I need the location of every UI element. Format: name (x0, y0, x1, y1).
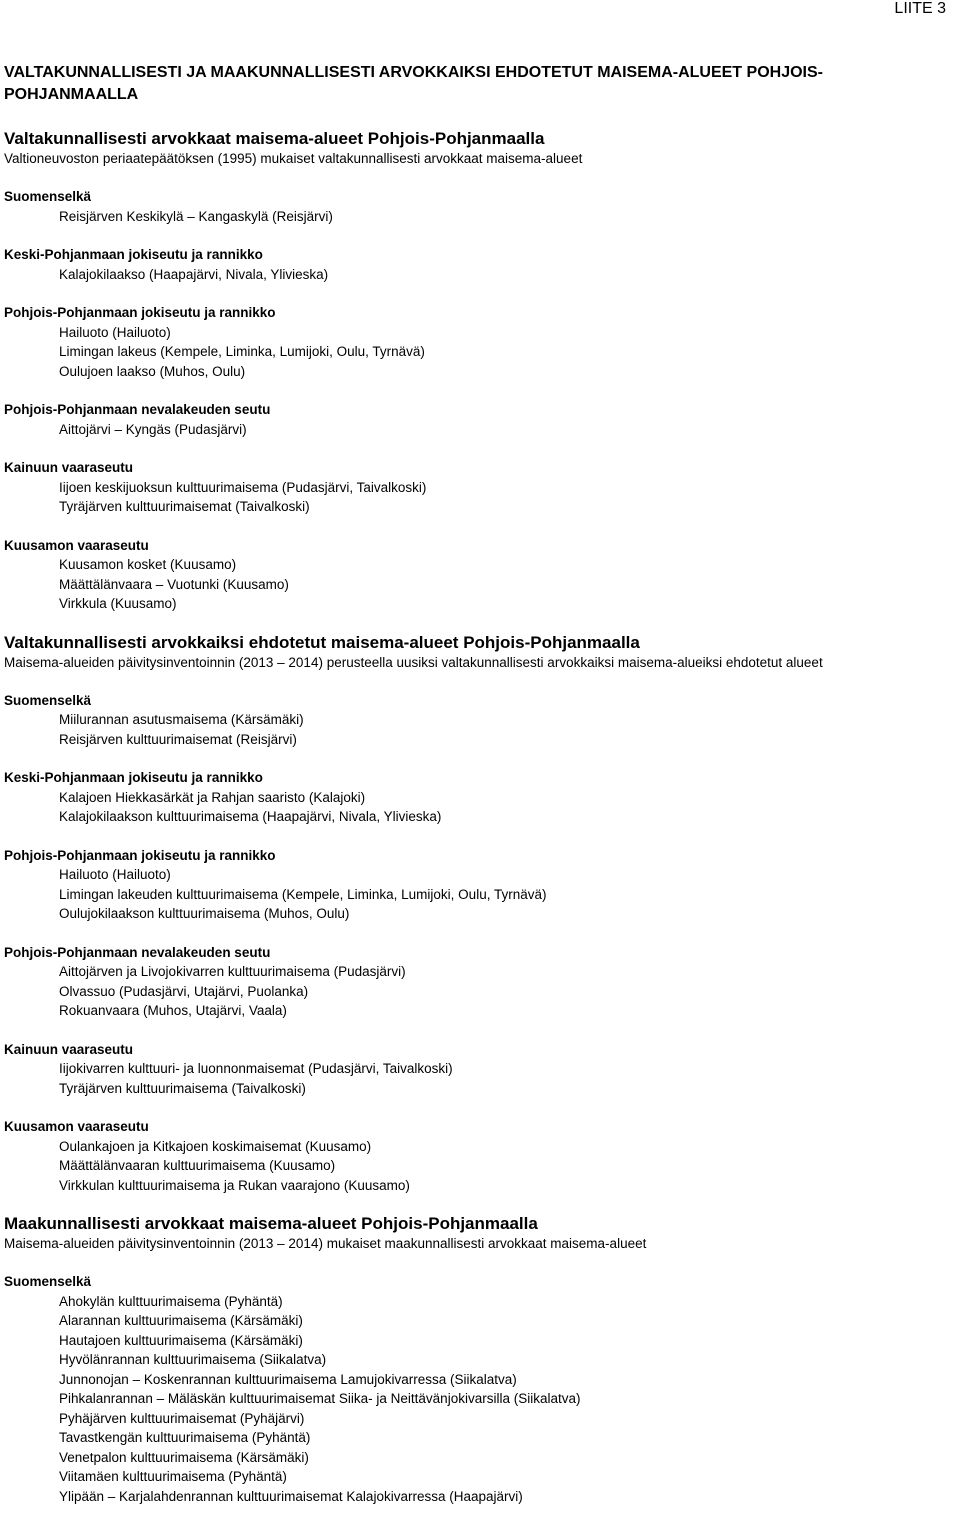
landscape-area-item: Aittojärven ja Livojokivarren kulttuurimaisema (Pudasjärvi) (59, 964, 406, 979)
region-group (4, 458, 954, 517)
region-group (4, 536, 954, 614)
landscape-area-item: Rokuanvaara (Muhos, Utajärvi, Vaala) (59, 1003, 287, 1018)
landscape-area-item: Iijoen keskijuoksun kulttuurimaisema (Pudasjärvi, Taivalkoski) (59, 479, 427, 495)
landscape-area-item: Kalajoen Hiekkasärkät ja Rahjan saaristo (Kalajoki) (59, 789, 366, 805)
region-group (4, 846, 954, 924)
region-title: Keski-Pohjanmaan jokiseutu ja rannikko (4, 770, 263, 785)
landscape-area-list (4, 710, 954, 749)
section-title: Maakunnallisesti arvokkaat maisema-alueet Pohjois-Pohjanmaalla (4, 1214, 538, 1233)
region-title: Kuusamon vaaraseutu (4, 537, 149, 553)
landscape-area-item: Ahokylän kulttuurimaisema (Pyhäntä) (59, 1293, 283, 1309)
region-title: Suomenselkä (4, 189, 92, 204)
landscape-area-item: Ylipään – Karjalahdenrannan kulttuurimaisemat Kalajokivarressa (Haapajärvi) (59, 1488, 523, 1504)
region-title: Suomenselkä (4, 692, 92, 708)
landscape-area-item: Olvassuo (Pudasjärvi, Utajärvi, Puolanka) (59, 983, 309, 999)
region-title: Pohjois-Pohjanmaan jokiseutu ja rannikko (4, 847, 276, 863)
region-group (4, 768, 954, 827)
landscape-area-item: Virkkulan kulttuurimaisema ja Rukan vaarajono (Kuusamo) (59, 1177, 410, 1193)
landscape-area-item: Virkkula (Kuusamo) (59, 596, 177, 611)
landscape-area-item: Kalajokilaakso (Haapajärvi, Nivala, Ylivieska) (59, 266, 329, 282)
region-group (4, 1272, 954, 1506)
region-group (4, 187, 954, 226)
landscape-area-list (4, 962, 954, 1021)
landscape-area-list (4, 1137, 954, 1196)
region-title: Suomenselkä (4, 1274, 92, 1289)
landscape-area-item: Alarannan kulttuurimaisema (Kärsämäki) (59, 1313, 303, 1328)
landscape-area-item: Junnonojan – Koskenrannan kulttuurimaisema Lamujokivarressa (Siikalatva) (59, 1371, 517, 1387)
landscape-area-item: Oulujoen laakso (Muhos, Oulu) (59, 363, 246, 379)
landscape-area-list (4, 1292, 954, 1507)
landscape-area-list (4, 420, 954, 440)
region-title: Kuusamon vaaraseutu (4, 1119, 149, 1134)
landscape-area-list (4, 478, 954, 517)
landscape-area-item: Kuusamon kosket (Kuusamo) (59, 557, 237, 572)
region-group (4, 691, 954, 750)
landscape-area-list (4, 788, 954, 827)
region-group (4, 400, 954, 439)
region-group (4, 245, 954, 284)
landscape-area-item: Limingan lakeuden kulttuurimaisema (Kempele, Liminka, Lumijoki, Oulu, Tyrnävä) (59, 886, 547, 902)
section (4, 632, 954, 1196)
region-title: Kainuun vaaraseutu (4, 460, 134, 475)
document-title: VALTAKUNNALLISESTI JA MAAKUNNALLISESTI ARVOKKAIKSI EHDOTETUT MAISEMA-ALUEET POHJOIS-POHJANMAALLA (4, 64, 823, 103)
section (4, 128, 954, 614)
landscape-area-item: Pihkalanrannan – Mäläskän kulttuurimaisemat Siika- ja Neittävänjokivarsilla (Siikalatva) (59, 1391, 581, 1406)
landscape-area-list (4, 207, 954, 227)
landscape-area-item: Tavastkengän kulttuurimaisema (Pyhäntä) (59, 1430, 311, 1445)
document-body (4, 62, 954, 1506)
landscape-area-item: Oulankajoen ja Kitkajoen koskimaisemat (Kuusamo) (59, 1138, 372, 1154)
landscape-area-item: Aittojärvi – Kyngäs (Pudasjärvi) (59, 421, 247, 437)
landscape-area-item: Määttälänvaaran kulttuurimaisema (Kuusamo) (59, 1158, 336, 1173)
region-group (4, 1117, 954, 1195)
section-title: Valtakunnallisesti arvokkaiksi ehdotetut maisema-alueet Pohjois-Pohjanmaalla (4, 632, 640, 652)
section-subtitle: Valtioneuvoston periaatepäätöksen (1995) mukaiset valtakunnallisesti arvokkaat maisema-alueet (4, 151, 583, 166)
landscape-area-item: Kalajokilaakson kulttuurimaisema (Haapajärvi, Nivala, Ylivieska) (59, 809, 442, 824)
landscape-area-item: Iijokivarren kulttuuri- ja luonnonmaisemat (Pudasjärvi, Taivalkoski) (59, 1061, 453, 1076)
landscape-area-item: Miilurannan asutusmaisema (Kärsämäki) (59, 712, 304, 727)
landscape-area-item: Hyvölänrannan kulttuurimaisema (Siikalatva) (59, 1352, 327, 1367)
section-title: Valtakunnallisesti arvokkaat maisema-alueet Pohjois-Pohjanmaalla (4, 129, 545, 148)
landscape-area-list (4, 1059, 954, 1098)
section-subtitle: Maisema-alueiden päivitysinventoinnin (2013 – 2014) mukaiset maakunnallisesti arvokkaat maisema-alueet (4, 1236, 647, 1251)
region-group (4, 303, 954, 381)
region-group (4, 943, 954, 1021)
landscape-area-item: Viitamäen kulttuurimaisema (Pyhäntä) (59, 1469, 287, 1484)
landscape-area-item: Tyräjärven kulttuurimaisema (Taivalkoski) (59, 1080, 306, 1096)
landscape-area-item: Hautajoen kulttuurimaisema (Kärsämäki) (59, 1332, 303, 1348)
landscape-area-item: Reisjärven Keskikylä – Kangaskylä (Reisjärvi) (59, 208, 333, 224)
landscape-area-list (4, 555, 954, 614)
landscape-area-item: Reisjärven kulttuurimaisemat (Reisjärvi) (59, 731, 297, 747)
landscape-area-item: Limingan lakeus (Kempele, Liminka, Lumijoki, Oulu, Tyrnävä) (59, 344, 425, 359)
region-title: Pohjois-Pohjanmaan jokiseutu ja rannikko (4, 305, 276, 320)
landscape-area-item: Hailuoto (Hailuoto) (59, 324, 171, 340)
landscape-area-item: Tyräjärven kulttuurimaisemat (Taivalkoski) (59, 499, 310, 514)
sections-container (4, 128, 954, 1506)
landscape-area-item: Venetpalon kulttuurimaisema (Kärsämäki) (59, 1449, 309, 1465)
landscape-area-item: Pyhäjärven kulttuurimaisemat (Pyhäjärvi) (59, 1410, 305, 1426)
landscape-area-item: Oulujokilaakson kulttuurimaisema (Muhos, Oulu) (59, 906, 350, 921)
region-title: Pohjois-Pohjanmaan nevalakeuden seutu (4, 944, 271, 960)
landscape-area-list (4, 265, 954, 285)
landscape-area-list (4, 865, 954, 924)
section-subtitle: Maisema-alueiden päivitysinventoinnin (2013 – 2014) perusteella uusiksi valtakunnallisesti arvokkaiksi maisema-alueiksi ehdotetut alueet (4, 654, 823, 670)
landscape-area-list (4, 323, 954, 382)
attachment-label: LIITE 3 (894, 0, 946, 17)
section (4, 1213, 954, 1506)
region-title: Pohjois-Pohjanmaan nevalakeuden seutu (4, 402, 271, 417)
region-title: Keski-Pohjanmaan jokiseutu ja rannikko (4, 247, 263, 262)
region-title: Kainuun vaaraseutu (4, 1041, 134, 1057)
region-group (4, 1040, 954, 1099)
landscape-area-item: Hailuoto (Hailuoto) (59, 867, 171, 882)
landscape-area-item: Määttälänvaara – Vuotunki (Kuusamo) (59, 576, 289, 592)
